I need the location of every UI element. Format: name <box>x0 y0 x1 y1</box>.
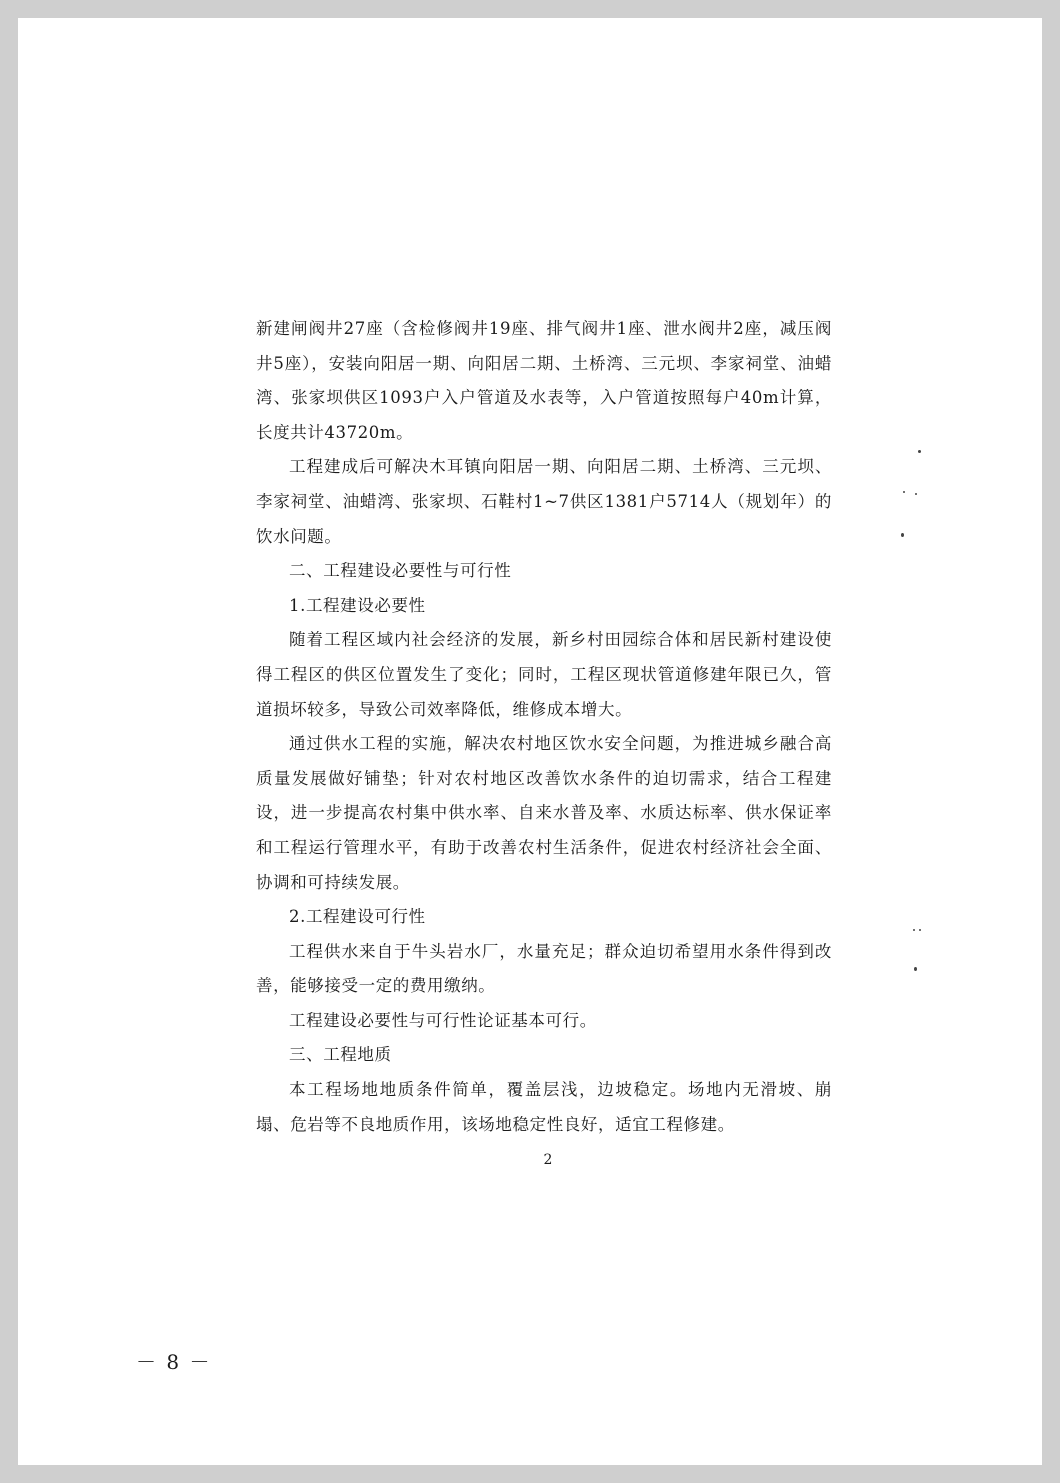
scan-speck <box>918 450 921 453</box>
paragraph: 通过供水工程的实施，解决农村地区饮水安全问题，为推进城乡融合高质量发展做好铺垫；针对农村地区改善饮水条件的迫切需求，结合工程建设，进一步提高农村集中供水率、自来水普及率、水质达标率、供水保证率和工程运行管理水平，有助于改善农村生活条件，促进农村经济社会全面、协调和可持续发展。 <box>256 734 832 892</box>
paragraph: 工程建成后可解决木耳镇向阳居一期、向阳居二期、土桥湾、三元坝、李家祠堂、油蜡湾、张家坝、石鞋村1~7供区1381户5714人（规划年）的饮水问题。 <box>256 457 832 546</box>
section-heading: 三、工程地质 <box>289 1045 392 1065</box>
paragraph: 随着工程区域内社会经济的发展，新乡村田园综合体和居民新村建设使得工程区的供区位置发生了变化；同时，工程区现状管道修建年限已久，管道损坏较多，导致公司效率降低，维修成本增大。 <box>256 630 832 719</box>
scan-speck <box>915 493 917 495</box>
scan-speck <box>903 491 905 493</box>
document-body <box>256 312 832 1142</box>
scan-speck <box>914 967 917 971</box>
paragraph: 工程建设必要性与可行性论证基本可行。 <box>289 1010 597 1030</box>
section-heading: 二、工程建设必要性与可行性 <box>289 561 512 581</box>
scan-speck <box>913 929 915 931</box>
paragraph: 本工程场地地质条件简单，覆盖层浅，边坡稳定。场地内无滑坡、崩塌、危岩等不良地质作用，该场地稳定性良好，适宜工程修建。 <box>256 1080 832 1134</box>
subsection-heading: 1.工程建设必要性 <box>289 595 426 615</box>
scan-speck <box>901 533 904 537</box>
outer-page-number: － 8 － <box>136 1350 212 1374</box>
subsection-heading: 2.工程建设可行性 <box>289 907 426 927</box>
paragraph: 新建闸阀井27座（含检修阀井19座、排气阀井1座、泄水阀井2座，减压阀井5座），安装向阳居一期、向阳居二期、土桥湾、三元坝、李家祠堂、油蜡湾、张家坝供区1093户入户管道及水表等，入户管道按照每户40m计算，长度共计43720m。 <box>256 319 832 442</box>
inner-page-number: 2 <box>543 1152 553 1168</box>
scan-speck <box>919 929 921 931</box>
paragraph: 工程供水来自于牛头岩水厂，水量充足；群众迫切希望用水条件得到改善，能够接受一定的费用缴纳。 <box>256 941 832 996</box>
